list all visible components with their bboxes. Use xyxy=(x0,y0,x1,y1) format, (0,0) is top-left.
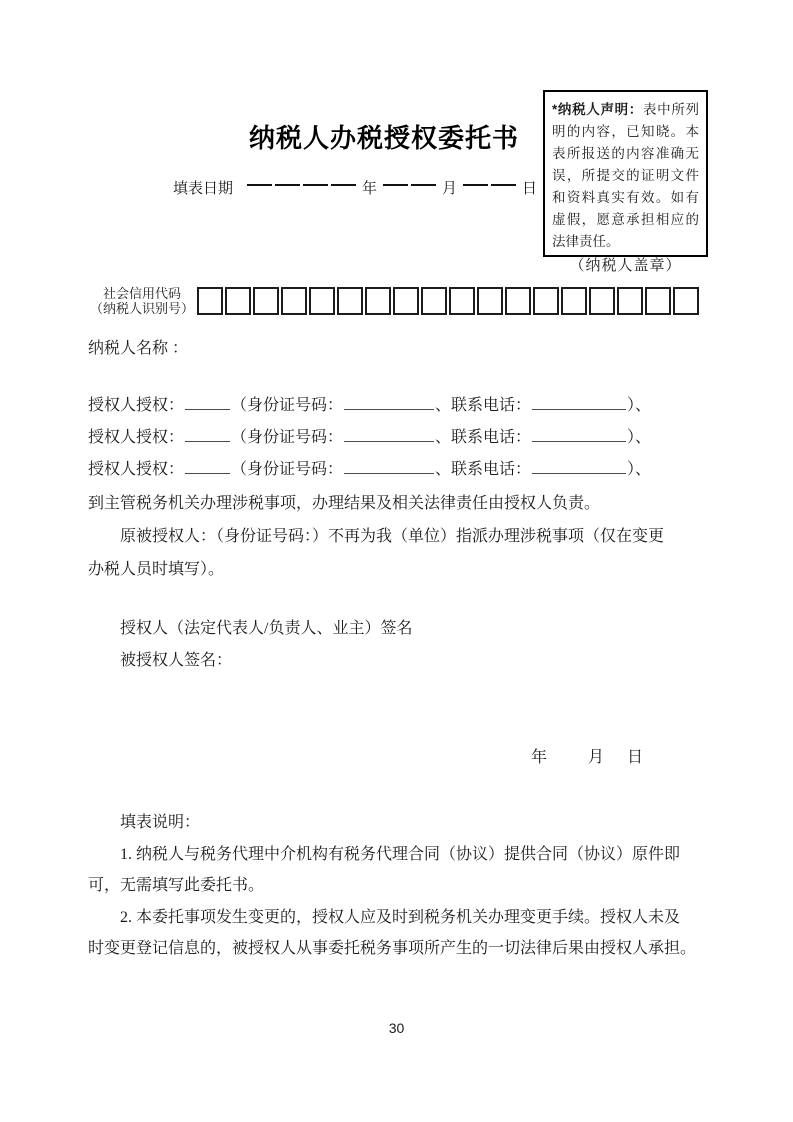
phone-blank xyxy=(532,460,626,474)
authorization-lines xyxy=(88,394,651,490)
credit-code-label-line2: （纳税人识别号） xyxy=(89,301,194,316)
revoke-text-line2: 办税人员时填写）。 xyxy=(88,561,225,578)
code-digit-box xyxy=(617,287,643,315)
signature-month-label: 月 xyxy=(588,749,605,766)
month-label: 月 xyxy=(442,181,458,197)
phone-blank xyxy=(532,396,626,410)
code-digit-box xyxy=(645,287,671,315)
code-digit-box xyxy=(421,287,447,315)
month-blank-dashes xyxy=(383,184,436,186)
grantor-label: 授权人授权： xyxy=(88,397,185,414)
grantee-name-blank xyxy=(185,396,230,410)
phone-label: 、联系电话： xyxy=(435,461,532,478)
grantor-signature-label: 授权人（法定代表人/负责人、业主）签名 xyxy=(120,620,413,637)
note1-line2: 可，无需填写此委托书。 xyxy=(88,877,265,894)
code-digit-box xyxy=(197,287,223,315)
declaration-lead: *纳税人声明： xyxy=(552,102,643,117)
page-title: 纳税人办税授权委托书 xyxy=(248,124,519,153)
day-blank-dashes xyxy=(463,184,516,186)
id-number-blank xyxy=(344,428,434,442)
phone-blank xyxy=(532,428,626,442)
code-digit-box xyxy=(365,287,391,315)
credit-code-label-line1: 社会信用代码 xyxy=(102,286,181,301)
code-digit-box xyxy=(561,287,587,315)
fill-date-row xyxy=(173,177,537,198)
grantor-label: 授权人授权： xyxy=(88,461,185,478)
grantee-name-blank xyxy=(185,460,230,474)
page-number: 30 xyxy=(388,1020,405,1036)
note2-line1: 2. 本委托事项发生变更的，授权人应及时到税务机关办理变更手续。授权人未及 xyxy=(120,909,681,926)
day-label: 日 xyxy=(522,181,538,197)
revoke-text-line1: 原被授权人：（身份证号码：）不再为我（单位）指派办理涉税事项（仅在变更 xyxy=(120,528,665,545)
authorization-line xyxy=(88,458,651,490)
signature-year-label: 年 xyxy=(531,749,548,766)
id-number-label: （身份证号码： xyxy=(231,397,344,414)
notes-heading: 填表说明： xyxy=(120,814,201,831)
note1-line1: 1. 纳税人与税务代理中介机构有税务代理合同（协议）提供合同（协议）原件即 xyxy=(120,846,681,863)
fill-date-label: 填表日期 xyxy=(173,181,234,197)
year-label: 年 xyxy=(362,181,378,197)
signature-date-row xyxy=(531,744,643,767)
code-digit-box xyxy=(505,287,531,315)
code-digit-box xyxy=(337,287,363,315)
code-digit-box xyxy=(589,287,615,315)
code-digit-box xyxy=(673,287,699,315)
line-suffix: ）、 xyxy=(627,461,652,478)
declaration-body: 表中所列明的内容，已知晓。本表所报送的内容准确无误，所提交的证明文件和资料真实有效。如有虚假，愿意承担相应的法律责任。 xyxy=(552,102,699,249)
taxpayer-declaration-box xyxy=(543,90,708,274)
taxpayer-name-label: 纳税人名称 ： xyxy=(88,340,189,357)
credit-code-boxes xyxy=(197,287,699,315)
id-number-blank xyxy=(344,396,434,410)
id-number-label: （身份证号码： xyxy=(231,429,344,446)
line-suffix: ）、 xyxy=(627,397,652,414)
authorization-line xyxy=(88,394,651,426)
code-digit-box xyxy=(449,287,475,315)
signature-day-label: 日 xyxy=(627,749,644,766)
note2-line2: 时变更登记信息的，被授权人从事委托税务事项所产生的一切法律后果由授权人承担。 xyxy=(88,940,697,957)
grantee-signature-label: 被授权人签名： xyxy=(120,652,233,669)
taxpayer-stamp-label: （纳税人盖章） xyxy=(569,258,682,274)
code-digit-box xyxy=(477,287,503,315)
code-digit-box xyxy=(309,287,335,315)
id-number-label: （身份证号码： xyxy=(231,461,344,478)
id-number-blank xyxy=(344,460,434,474)
phone-label: 、联系电话： xyxy=(435,397,532,414)
credit-code-label xyxy=(86,286,198,316)
code-digit-box xyxy=(253,287,279,315)
grantee-name-blank xyxy=(185,428,230,442)
authorization-line xyxy=(88,426,651,458)
line-suffix: ）、 xyxy=(627,429,652,446)
year-blank-dashes xyxy=(247,184,356,186)
responsibility-text: 到主管税务机关办理涉税事项，办理结果及相关法律责任由授权人负责。 xyxy=(88,495,601,512)
code-digit-box xyxy=(393,287,419,315)
phone-label: 、联系电话： xyxy=(435,429,532,446)
code-digit-box xyxy=(533,287,559,315)
code-digit-box xyxy=(225,287,251,315)
grantor-label: 授权人授权： xyxy=(88,429,185,446)
code-digit-box xyxy=(281,287,307,315)
